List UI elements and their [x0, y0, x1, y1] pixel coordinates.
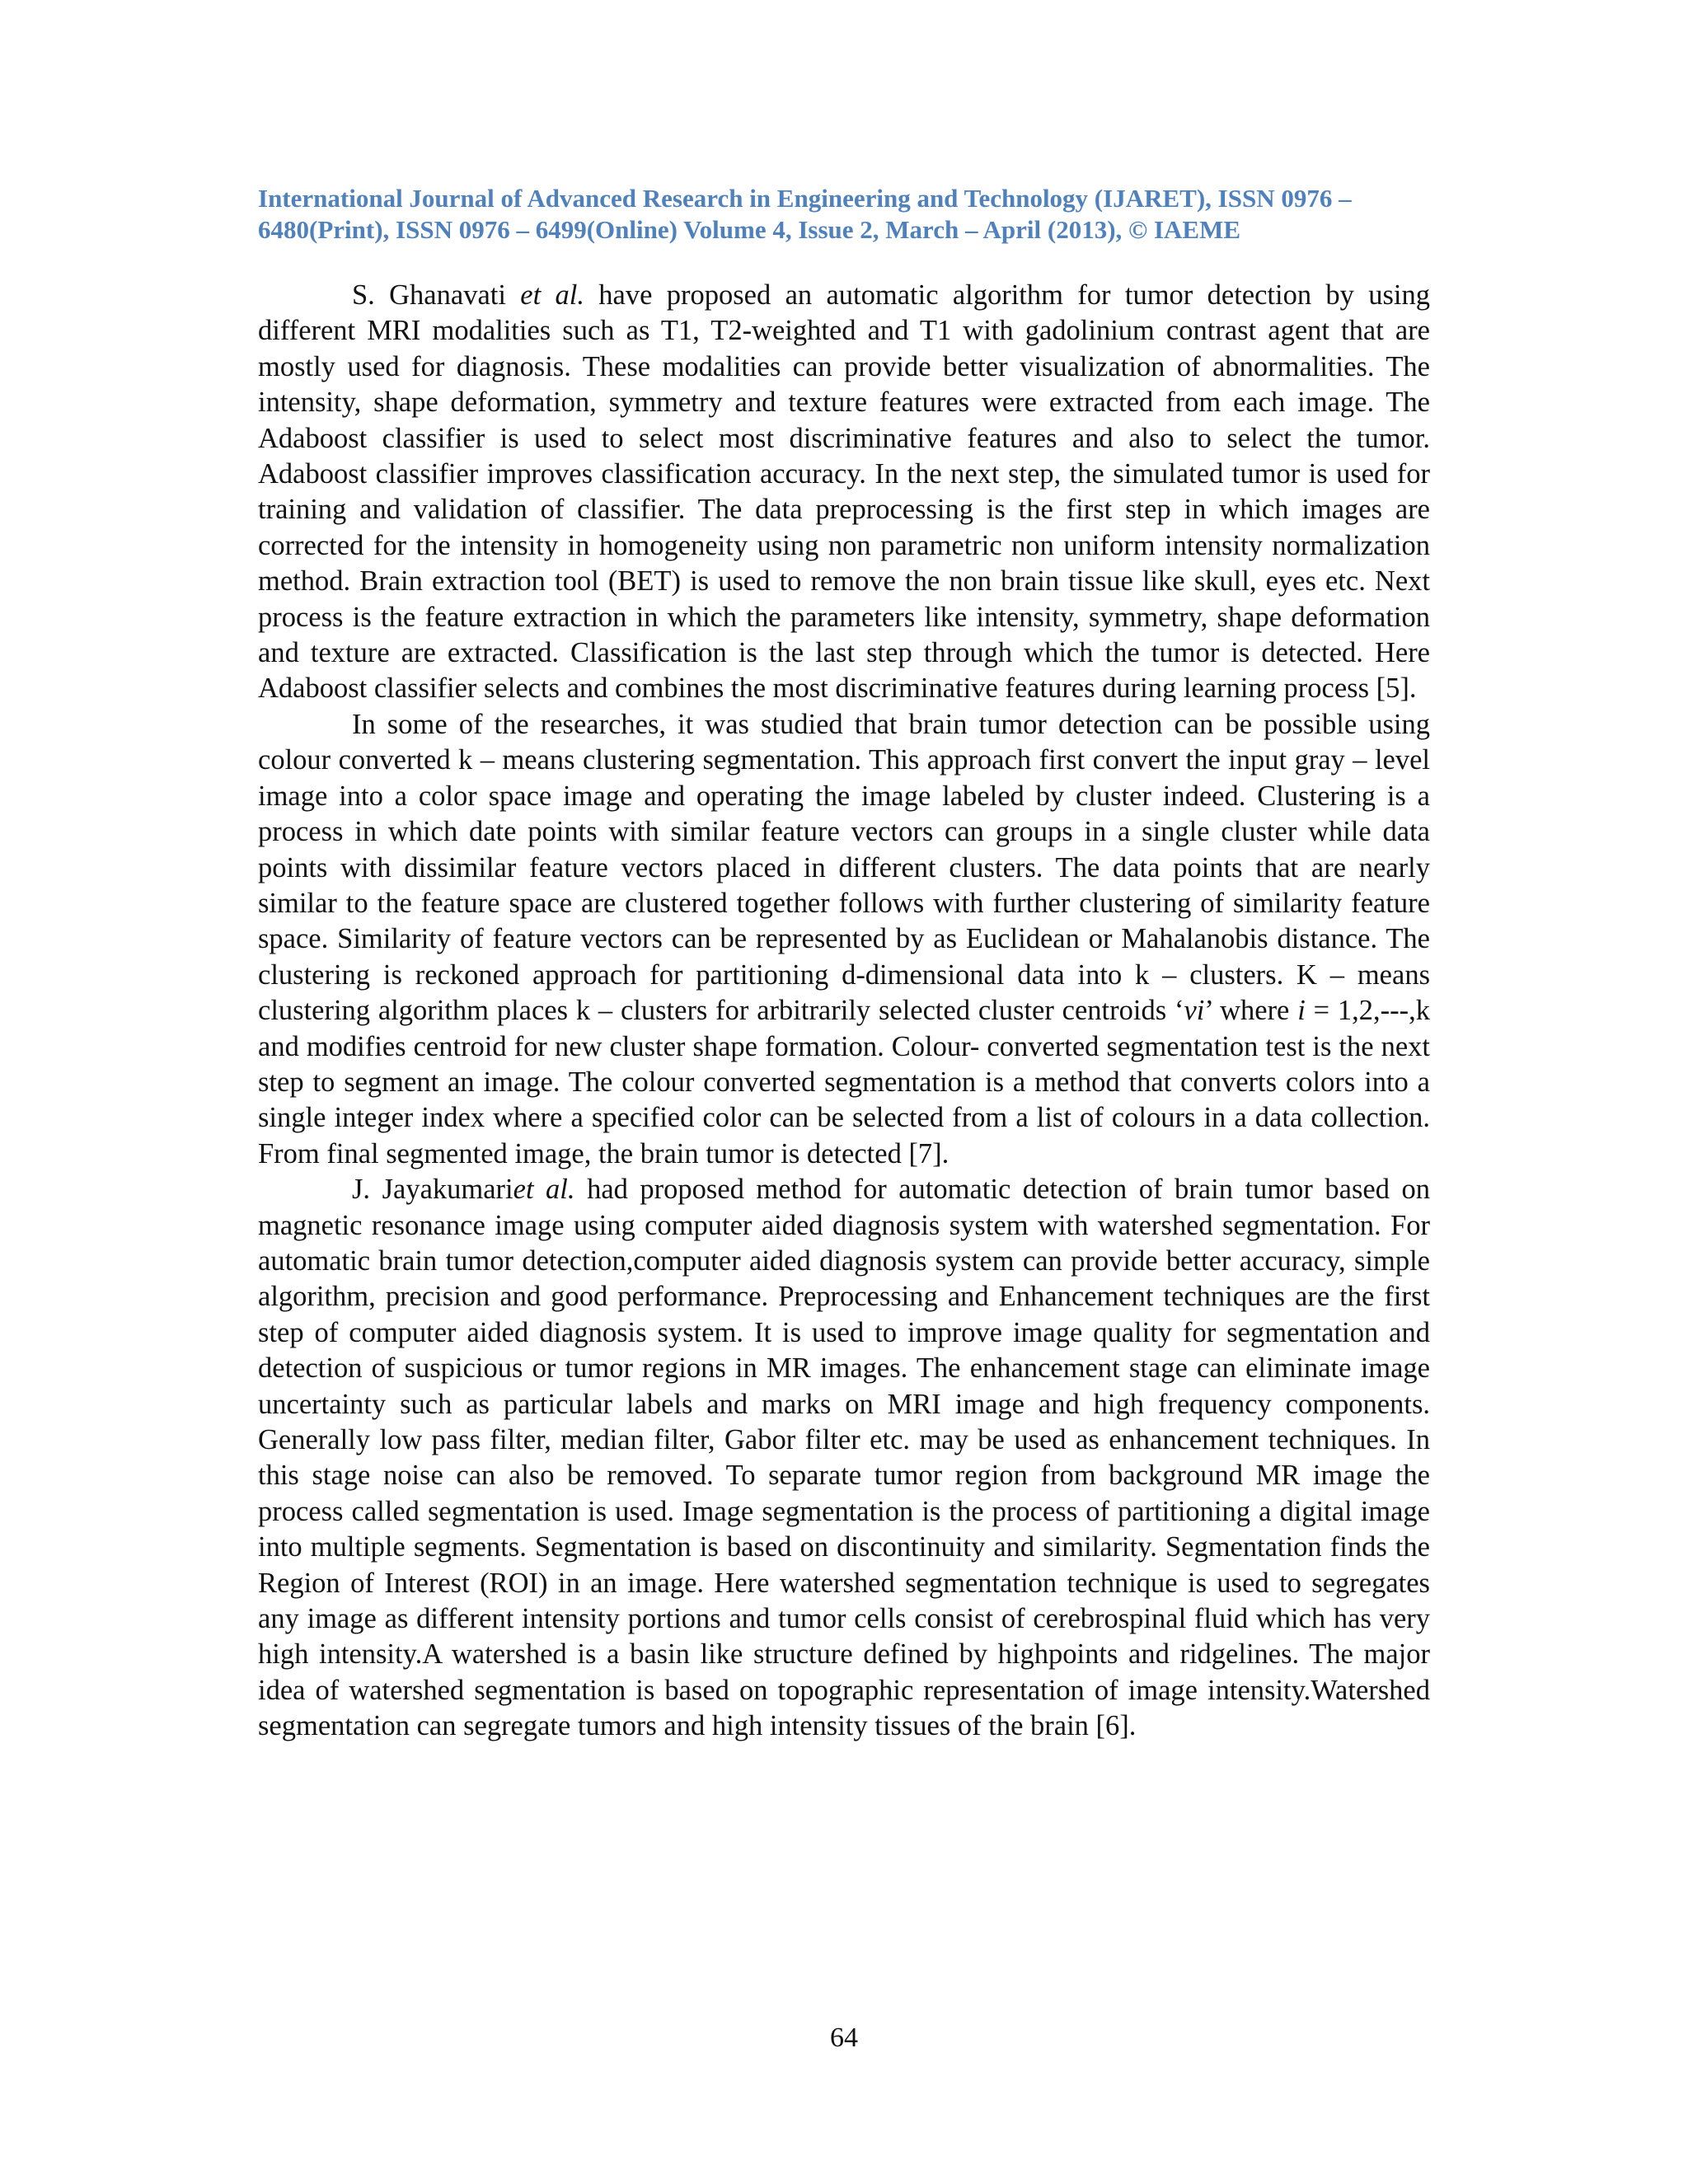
math-vi: vi	[1184, 995, 1205, 1027]
journal-header-line-2: 6480(Print), ISSN 0976 – 6499(Online) Volume 4, Issue 2, March – April (2013), © IAEME	[258, 215, 1241, 244]
et-al: et al.	[513, 1174, 575, 1206]
math-i: i	[1297, 995, 1306, 1027]
body-text	[258, 278, 1430, 1745]
paragraph-text: = 1,2,---,k and modifies centroid for new cluster shape formation. Colour- converted segmentation test is the next step to segment an image. The colour converted segmentation is a method that converts colors into a single integer index where a specified color can be selected from a list of colours in a data collection. From final segmented image, the brain tumor is detected [7].	[258, 995, 1430, 1169]
paragraph-text: have proposed an automatic algorithm for tumor detection by using different MRI modalities such as T1, T2-weighted and T1 with gadolinium contrast agent that are mostly used for diagnosis. These modalities can provide better visualization of abnormalities. The intensity, shape deformation, symmetry and texture features were extracted from each image. The Adaboost classifier is used to select most discriminative features and also to select the tumor. Adaboost classifier improves classification accuracy. In the next step, the simulated tumor is used for training and validation of classifier. The data preprocessing is the first step in which images are corrected for the intensity in homogeneity using non parametric non uniform intensity normalization method. Brain extraction tool (BET) is used to remove the non brain tissue like skull, eyes etc. Next process is the feature extraction in which the parameters like intensity, symmetry, shape deformation and texture are extracted. Classification is the last step through which the tumor is detected. Here Adaboost classifier selects and combines the most discriminative features during learning process [5].	[258, 279, 1431, 705]
et-al: et al.	[520, 279, 584, 311]
paragraph-text: In some of the researches, it was studied that brain tumor detection can be possible using colour converted k – means clustering segmentation. This approach first convert the input gray – level image into a color space image and operating the image labeled by cluster indeed. Clustering is a process in which date points with similar feature vectors can groups in a single cluster while data points with dissimilar feature vectors placed in different clusters. The data points that are nearly similar to the feature space are clustered together follows with further clustering of similarity feature space. Similarity of feature vectors can be represented by as Euclidean or Mahalanobis distance. The clustering is reckoned approach for partitioning d-dimensional data into k – clusters. K – means clustering algorithm places k – clusters for arbitrarily selected cluster centroids ‘	[258, 708, 1430, 1027]
paragraph-text: ’ where	[1204, 995, 1298, 1027]
paragraph-text: had proposed method for automatic detection of brain tumor based on magnetic resonance image using computer aided diagnosis system with watershed segmentation. For automatic brain tumor detection,computer aided diagnosis system can provide better accuracy, simple algorithm, precision and good performance. Preprocessing and Enhancement techniques are the first step of computer aided diagnosis system. It is used to improve image quality for segmentation and detection of suspicious or tumor regions in MR images. The enhancement stage can eliminate image uncertainty such as particular labels and marks on MRI image and high frequency components. Generally low pass filter, median filter, Gabor filter etc. may be used as enhancement techniques. In this stage noise can also be removed. To separate tumor region from background MR image the process called segmentation is used. Image segmentation is the process of partitioning a digital image into multiple segments. Segmentation is based on discontinuity and similarity. Segmentation finds the Region of Interest (ROI) in an image. Here watershed segmentation technique is used to segregates any image as different intensity portions and tumor cells consist of cerebrospinal fluid which has very high intensity.A watershed is a basin like structure defined by highpoints and ridgelines. The major idea of watershed segmentation is based on topographic representation of image intensity.Watershed segmentation can segregate tumors and high intensity tissues of the brain [6].	[258, 1174, 1431, 1742]
author-name: S. Ghanavati	[352, 279, 521, 311]
journal-header-line-1: International Journal of Advanced Research in Engineering and Technology (IJARET), ISSN 0976 –	[258, 184, 1352, 213]
paragraph-ghanavati	[258, 278, 1430, 707]
page-number: 64	[830, 2022, 858, 2053]
paragraph-kmeans	[258, 707, 1430, 1172]
journal-header	[258, 183, 1430, 246]
paragraph-jayakumari	[258, 1172, 1430, 1745]
author-name: J. Jayakumari	[352, 1174, 513, 1206]
